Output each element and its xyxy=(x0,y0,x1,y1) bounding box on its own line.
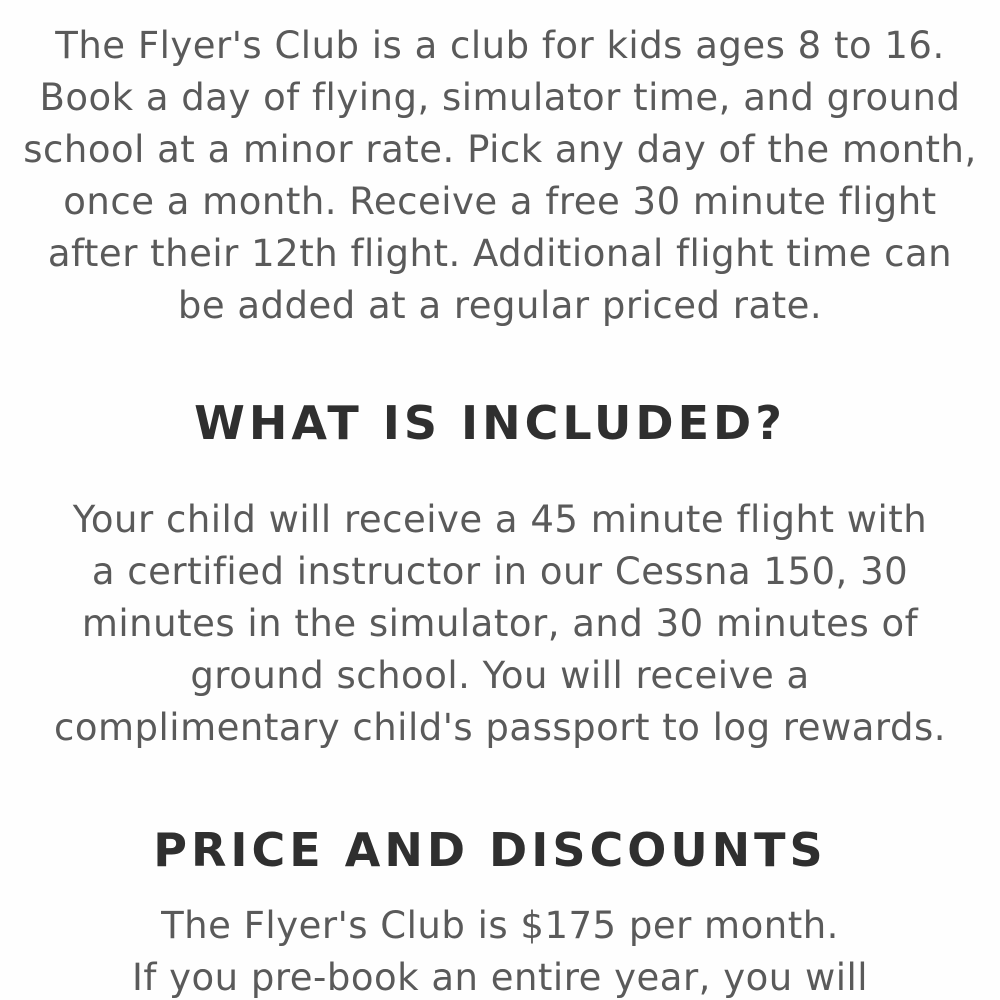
included-line: Your child will receive a 45 minute flight with xyxy=(72,498,928,541)
pricing-heading: PRICE AND DISCOUNTS xyxy=(153,823,827,877)
intro-line: Book a day of flying, simulator time, and ground xyxy=(39,76,961,119)
intro-line: be added at a regular priced rate. xyxy=(177,284,823,327)
included-line: minutes in the simulator, and 30 minutes of xyxy=(81,602,919,645)
intro-line: The Flyer's Club is a club for kids ages 8 to 16. xyxy=(55,24,945,67)
included-heading: WHAT IS INCLUDED? xyxy=(194,396,786,450)
included-line: ground school. You will receive a xyxy=(190,654,810,697)
pricing-line: The Flyer's Club is $175 per month. xyxy=(161,904,839,947)
intro-line: after their 12th flight. Additional flight time can xyxy=(47,232,953,275)
pricing-line: If you pre-book an entire year, you will xyxy=(131,956,869,999)
included-line: complimentary child's passport to log rewards. xyxy=(54,706,946,749)
intro-line: school at a minor rate. Pick any day of the month, xyxy=(23,128,977,171)
intro-line: once a month. Receive a free 30 minute flight xyxy=(63,180,937,223)
included-line: a certified instructor in our Cessna 150, 30 xyxy=(91,550,909,593)
